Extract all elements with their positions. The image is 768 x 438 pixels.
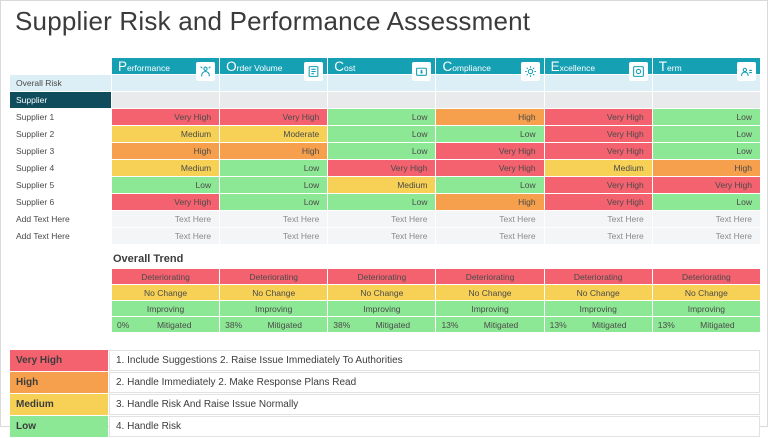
legend-description: 2. Handle Immediately 2. Make Response Plans Read (109, 372, 760, 393)
cell-value: Low (328, 194, 435, 210)
cell-value: Medium (112, 126, 219, 142)
trend-row-improving (10, 301, 760, 316)
mitigated-label: Mitigated (156, 319, 192, 330)
risk-matrix (9, 57, 761, 245)
legend-key: Low (10, 416, 108, 437)
row-label[interactable]: Add Text Here (10, 211, 111, 227)
cell-value: Very High (653, 177, 760, 193)
supplier-band-row (10, 92, 760, 108)
trend-cell: No Change (436, 285, 543, 300)
row-label: Supplier 5 (10, 177, 111, 193)
term-icon (737, 62, 756, 81)
legend-row (10, 350, 760, 371)
trend-row-no-change (10, 285, 760, 300)
table-row (10, 228, 760, 244)
row-label[interactable]: Add Text Here (10, 228, 111, 244)
cell-value: Very High (112, 194, 219, 210)
mitigated-percent: 0% (116, 319, 130, 330)
row-label: Supplier 2 (10, 126, 111, 142)
cell-value: High (653, 160, 760, 176)
trend-cell: No Change (112, 285, 219, 300)
cell-value: Medium (545, 160, 652, 176)
overall-trend-section (9, 253, 761, 333)
mitigated-percent: 38% (225, 319, 243, 330)
supplier-band-cell (328, 92, 435, 108)
trend-spacer (10, 317, 111, 332)
cell-value: High (220, 143, 327, 159)
legend-row (10, 394, 760, 415)
column-header-performance: Performance (112, 58, 219, 74)
trend-spacer (10, 285, 111, 300)
legend-description: 3. Handle Risk And Raise Issue Normally (109, 394, 760, 415)
cell-value[interactable]: Text Here (220, 211, 327, 227)
trend-cell: Deteriorating (436, 269, 543, 284)
supplier-band-cell (545, 92, 652, 108)
cell-value: High (436, 109, 543, 125)
table-row (10, 194, 760, 210)
mitigated-percent: 38% (333, 319, 351, 330)
cell-value: Very High (220, 109, 327, 125)
cell-value: Very High (545, 143, 652, 159)
trend-cell: Improving (112, 301, 219, 316)
overall-trend-table (9, 268, 761, 333)
risk-legend-table (9, 349, 761, 438)
trend-cell: Deteriorating (545, 269, 652, 284)
performance-icon (196, 62, 215, 81)
cell-value: Low (653, 126, 760, 142)
cell-value: Low (653, 194, 760, 210)
cell-value[interactable]: Text Here (328, 228, 435, 244)
cell-value: Moderate (220, 126, 327, 142)
cell-value: Low (220, 177, 327, 193)
trend-cell: Deteriorating (328, 269, 435, 284)
mitigated-cell (653, 317, 760, 332)
table-row (10, 160, 760, 176)
order-volume-icon (304, 62, 323, 81)
cell-value[interactable]: Text Here (112, 228, 219, 244)
trend-cell: Deteriorating (220, 269, 327, 284)
cell-value: Low (653, 109, 760, 125)
mitigated-percent: 13% (441, 319, 459, 330)
table-row (10, 126, 760, 142)
cell-value[interactable]: Text Here (436, 228, 543, 244)
mitigated-cell (545, 317, 652, 332)
cell-value: Very High (112, 109, 219, 125)
mitigated-label: Mitigated (375, 319, 411, 330)
cell-value: Very High (545, 177, 652, 193)
trend-cell: Improving (653, 301, 760, 316)
mitigated-cell (328, 317, 435, 332)
cell-value[interactable]: Text Here (436, 211, 543, 227)
header-row (10, 58, 760, 74)
cell-value: Very High (545, 109, 652, 125)
supplier-band-cell (653, 92, 760, 108)
mitigated-percent: 13% (549, 319, 567, 330)
excellence-icon (629, 62, 648, 81)
mitigated-label: Mitigated (267, 319, 302, 330)
trend-cell: Improving (545, 301, 652, 316)
cell-value[interactable]: Text Here (653, 228, 760, 244)
cell-value[interactable]: Text Here (545, 211, 652, 227)
legend-key: Very High (10, 350, 108, 371)
trend-cell: Improving (436, 301, 543, 316)
cell-value: High (436, 194, 543, 210)
cell-value[interactable]: Text Here (328, 211, 435, 227)
risk-legend (9, 349, 761, 438)
compliance-icon (521, 62, 540, 81)
trend-spacer (10, 301, 111, 316)
mitigated-cell (220, 317, 327, 332)
row-label: Supplier 4 (10, 160, 111, 176)
trend-cell: Deteriorating (112, 269, 219, 284)
supplier-band-cell (436, 92, 543, 108)
mitigated-label: Mitigated (483, 319, 519, 330)
cell-value: Very High (545, 126, 652, 142)
cell-value: Low (436, 126, 543, 142)
cell-value[interactable]: Text Here (653, 211, 760, 227)
cell-value: Low (328, 126, 435, 142)
row-label: Supplier 3 (10, 143, 111, 159)
row-label: Supplier 6 (10, 194, 111, 210)
cell-value[interactable]: Text Here (112, 211, 219, 227)
mitigated-percent: 13% (657, 319, 675, 330)
column-header-compliance: Compliance (436, 58, 543, 74)
mitigated-cell (112, 317, 219, 332)
risk-matrix-table (9, 57, 761, 245)
cell-value: Very High (328, 160, 435, 176)
cell-value: Low (112, 177, 219, 193)
row-label: Supplier 1 (10, 109, 111, 125)
column-header-order-volume: Order Volume (220, 58, 327, 74)
overall-trend-title: Overall Trend (113, 253, 184, 265)
mitigated-label: Mitigated (700, 319, 735, 330)
cell-value: Very High (436, 160, 543, 176)
legend-description: 1. Include Suggestions 2. Raise Issue Immediately To Authorities (109, 350, 760, 371)
table-row (10, 211, 760, 227)
cell-value: Low (436, 177, 543, 193)
corner-cell (10, 58, 111, 74)
table-row (10, 177, 760, 193)
trend-spacer (10, 269, 111, 284)
trend-cell: Deteriorating (653, 269, 760, 284)
trend-cell: No Change (328, 285, 435, 300)
cost-icon (412, 62, 431, 81)
legend-description: 4. Handle Risk (109, 416, 760, 437)
cell-value: Medium (112, 160, 219, 176)
column-header-term: Term (653, 58, 760, 74)
supplier-band-cell (112, 92, 219, 108)
supplier-band-label: Supplier (10, 92, 111, 108)
cell-value: Very High (545, 194, 652, 210)
cell-value: Medium (328, 177, 435, 193)
table-row (10, 143, 760, 159)
supplier-band-cell (220, 92, 327, 108)
cell-value: Low (653, 143, 760, 159)
cell-value: Low (328, 143, 435, 159)
column-header-cost: Cost (328, 58, 435, 74)
trend-cell: No Change (545, 285, 652, 300)
cell-value: Very High (436, 143, 543, 159)
trend-row-deteriorating (10, 269, 760, 284)
cell-value: Low (328, 109, 435, 125)
cell-value: Low (220, 194, 327, 210)
table-row (10, 109, 760, 125)
cell-value[interactable]: Text Here (545, 228, 652, 244)
overall-risk-label: Overall Risk (10, 75, 111, 91)
legend-key: High (10, 372, 108, 393)
legend-row (10, 372, 760, 393)
cell-value: High (112, 143, 219, 159)
cell-value: Low (220, 160, 327, 176)
trend-cell: No Change (653, 285, 760, 300)
trend-cell: Improving (220, 301, 327, 316)
legend-key: Medium (10, 394, 108, 415)
mitigated-cell (436, 317, 543, 332)
cell-value[interactable]: Text Here (220, 228, 327, 244)
trend-cell: Improving (328, 301, 435, 316)
mitigated-label: Mitigated (591, 319, 627, 330)
column-header-excellence: Excellence (545, 58, 652, 74)
trend-cell: No Change (220, 285, 327, 300)
trend-row-mitigated (10, 317, 760, 332)
page-title: Supplier Risk and Performance Assessment (15, 6, 531, 36)
